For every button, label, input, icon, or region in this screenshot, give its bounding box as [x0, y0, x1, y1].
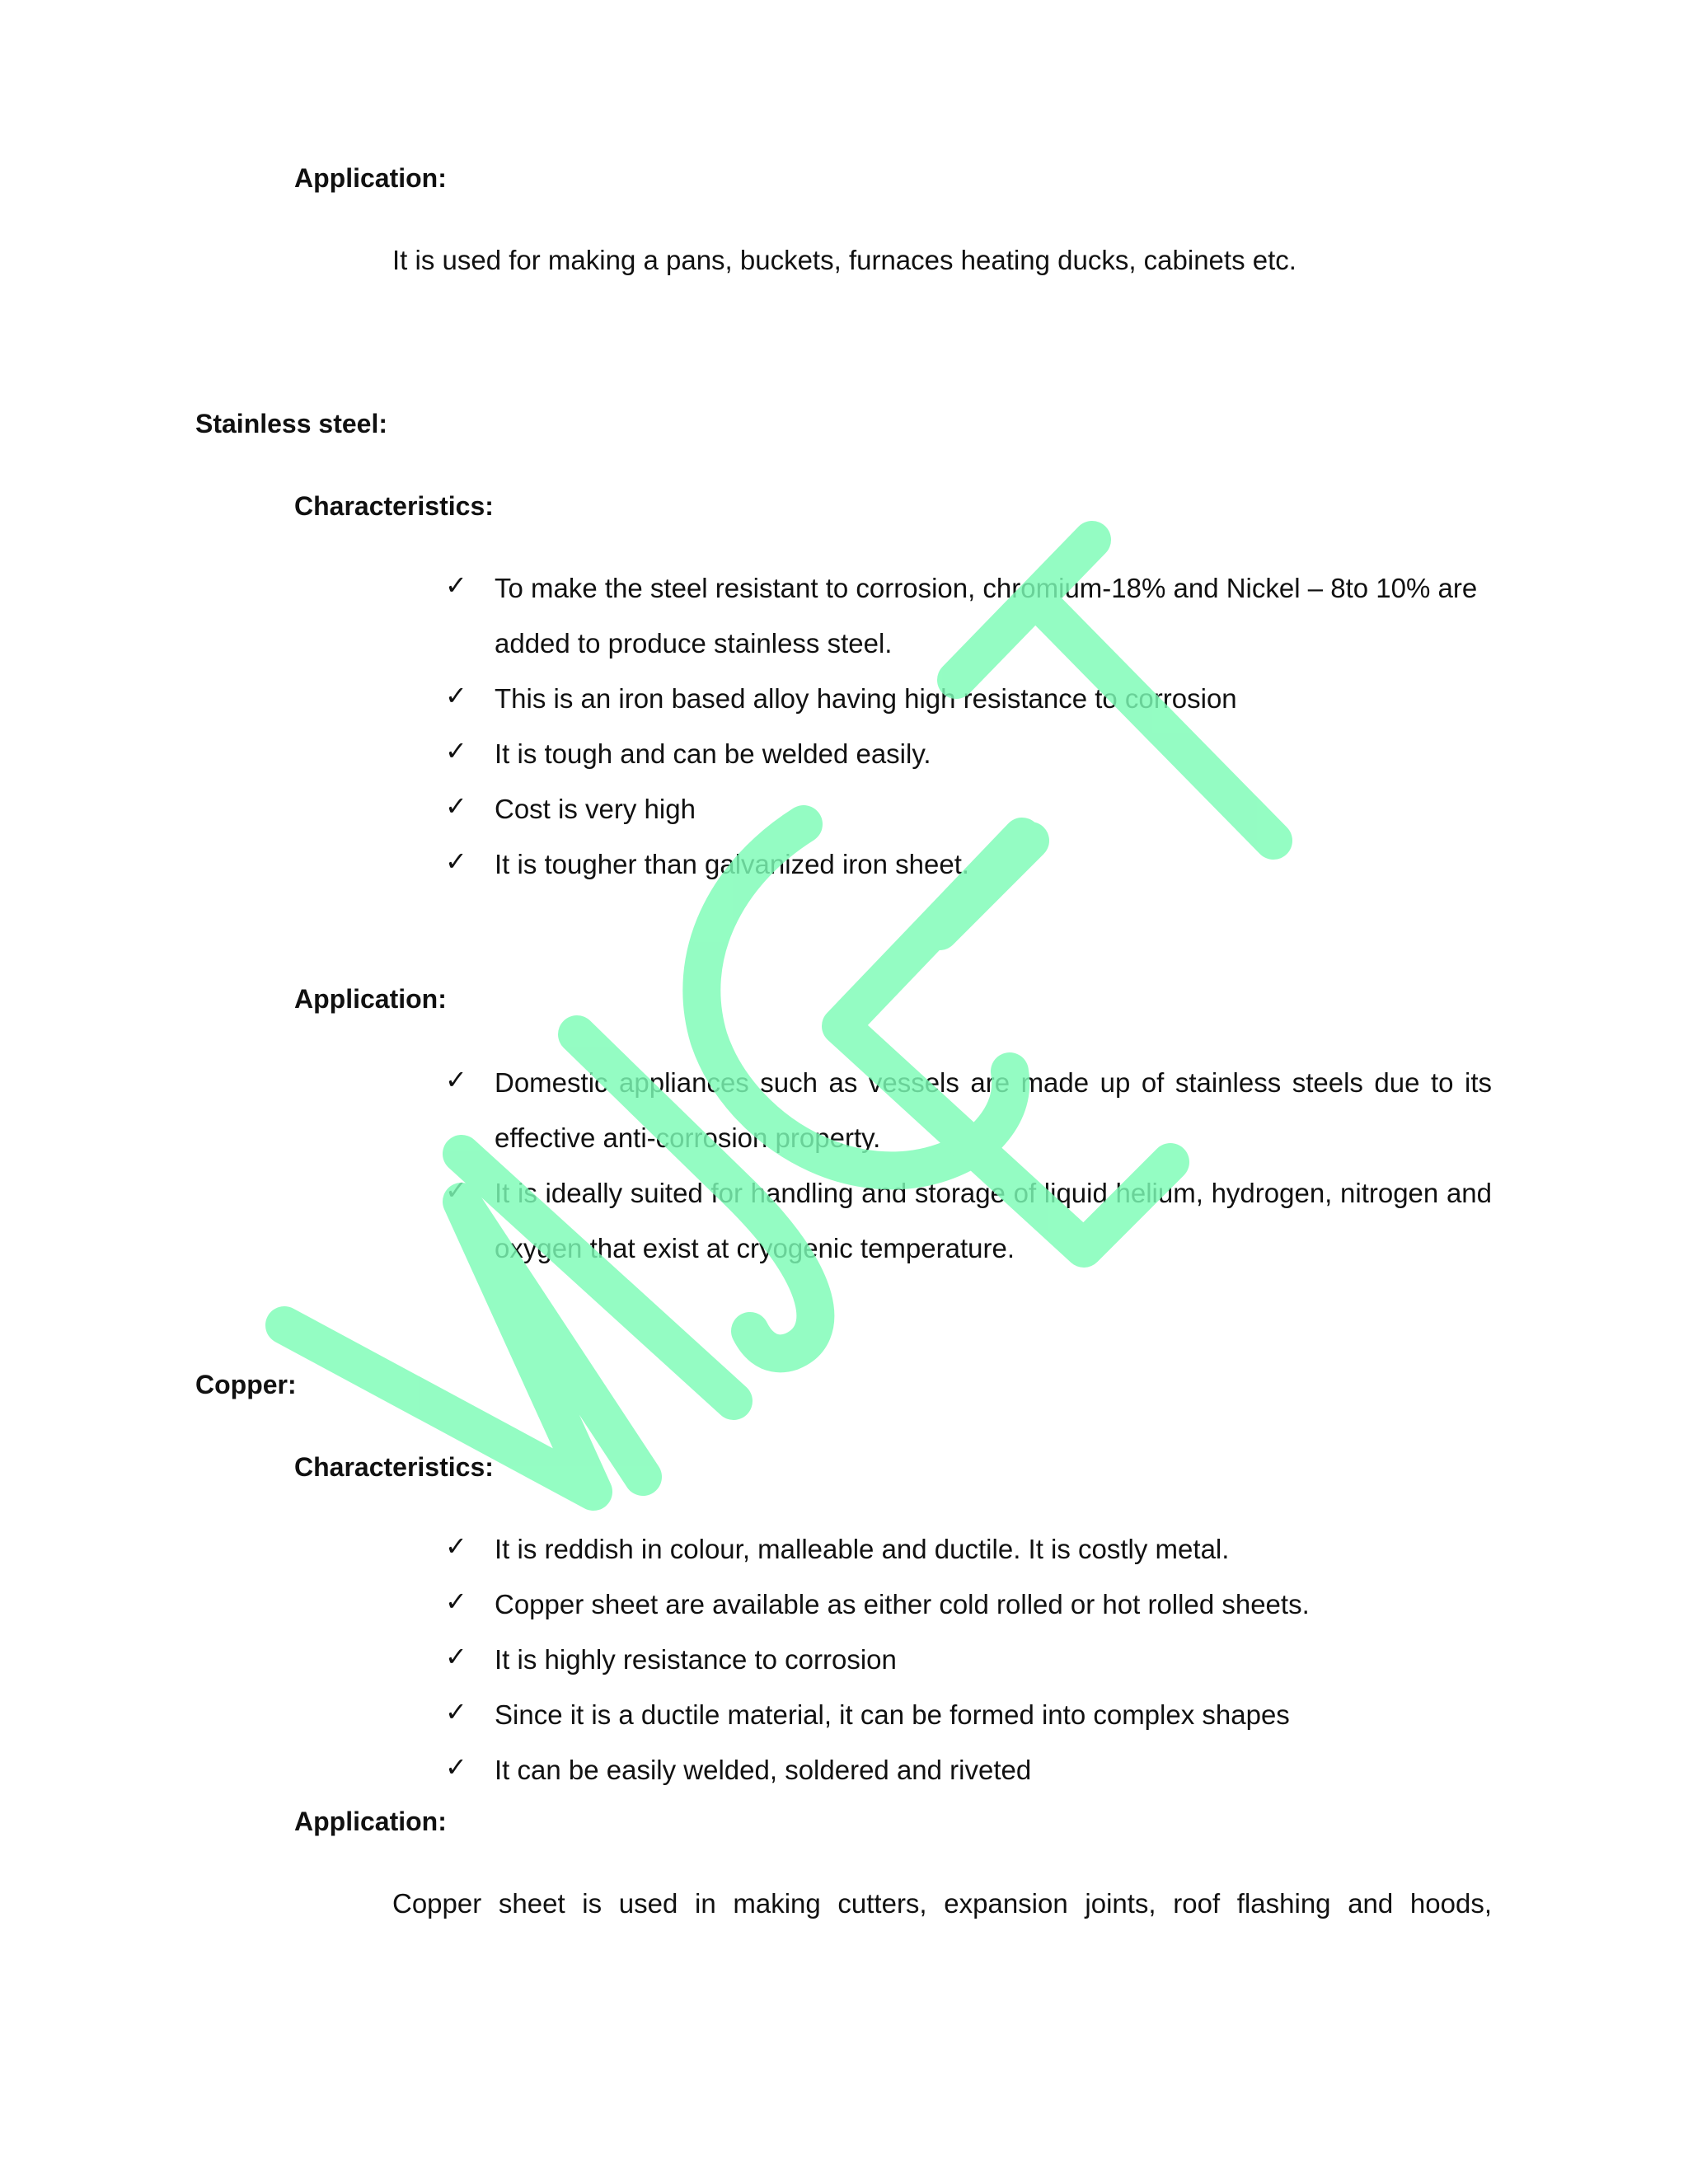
- copper-characteristics-list: [445, 1521, 1492, 1797]
- stainless-characteristics-list: [445, 560, 1492, 892]
- list-item-text: Domestic appliances such as vessels are made up of stainless steels due to its effective anti-corrosion property.: [495, 1067, 1492, 1153]
- list-item: [445, 1687, 1492, 1742]
- checkmark-icon: ✓: [445, 1696, 467, 1727]
- checkmark-icon: ✓: [445, 1530, 467, 1562]
- list-item: [445, 560, 1492, 671]
- copper-application-paragraph: Copper sheet is used in making cutters, expansion joints, roof flashing and hoods,: [392, 1888, 1492, 1919]
- list-item: [445, 1165, 1492, 1276]
- list-item: [445, 1055, 1492, 1165]
- list-item: [445, 781, 1492, 837]
- copper-title: Copper:: [195, 1370, 297, 1399]
- list-item-text: Cost is very high: [495, 794, 696, 824]
- list-item: [445, 1742, 1492, 1797]
- checkmark-icon: ✓: [445, 790, 467, 822]
- stainless-steel-title: Stainless steel:: [195, 409, 387, 438]
- checkmark-icon: ✓: [445, 680, 467, 711]
- stainless-application-list: [445, 1055, 1492, 1276]
- checkmark-icon: ✓: [445, 735, 467, 766]
- checkmark-icon: ✓: [445, 1751, 467, 1783]
- list-item: [445, 726, 1492, 781]
- list-item: [445, 671, 1492, 726]
- list-item-text: It is tough and can be welded easily.: [495, 738, 931, 769]
- list-item: [445, 1632, 1492, 1687]
- stainless-characteristics-heading: Characteristics:: [294, 491, 494, 521]
- list-item: [445, 837, 1492, 892]
- checkmark-icon: ✓: [445, 846, 467, 877]
- checkmark-icon: ✓: [445, 569, 467, 601]
- list-item-text: It is highly resistance to corrosion: [495, 1644, 897, 1675]
- list-item-text: It is tougher than galvanized iron sheet.: [495, 849, 970, 879]
- section-heading-application: Application:: [294, 163, 447, 193]
- copper-application-heading: Application:: [294, 1807, 447, 1836]
- list-item-text: It is ideally suited for handling and storage of liquid helium, hydrogen, nitrogen and oxygen that exist at cryogenic temperature.: [495, 1178, 1492, 1263]
- stainless-application-heading: Application:: [294, 984, 447, 1014]
- copper-characteristics-heading: Characteristics:: [294, 1452, 494, 1482]
- list-item-text: To make the steel resistant to corrosion, chromium-18% and Nickel – 8to 10% are added to produce stainless steel.: [495, 573, 1478, 658]
- checkmark-icon: ✓: [445, 1064, 467, 1095]
- list-item: [445, 1521, 1492, 1577]
- list-item-text: This is an iron based alloy having high resistance to corrosion: [495, 683, 1237, 714]
- list-item-text: It is reddish in colour, malleable and ductile. It is costly metal.: [495, 1534, 1230, 1564]
- application-paragraph: It is used for making a pans, buckets, furnaces heating ducks, cabinets etc.: [392, 245, 1296, 275]
- list-item: [445, 1577, 1492, 1632]
- list-item-text: It can be easily welded, soldered and riveted: [495, 1755, 1032, 1785]
- checkmark-icon: ✓: [445, 1174, 467, 1206]
- checkmark-icon: ✓: [445, 1586, 467, 1617]
- checkmark-icon: ✓: [445, 1641, 467, 1672]
- list-item-text: Since it is a ductile material, it can be formed into complex shapes: [495, 1699, 1290, 1730]
- list-item-text: Copper sheet are available as either cold rolled or hot rolled sheets.: [495, 1589, 1310, 1619]
